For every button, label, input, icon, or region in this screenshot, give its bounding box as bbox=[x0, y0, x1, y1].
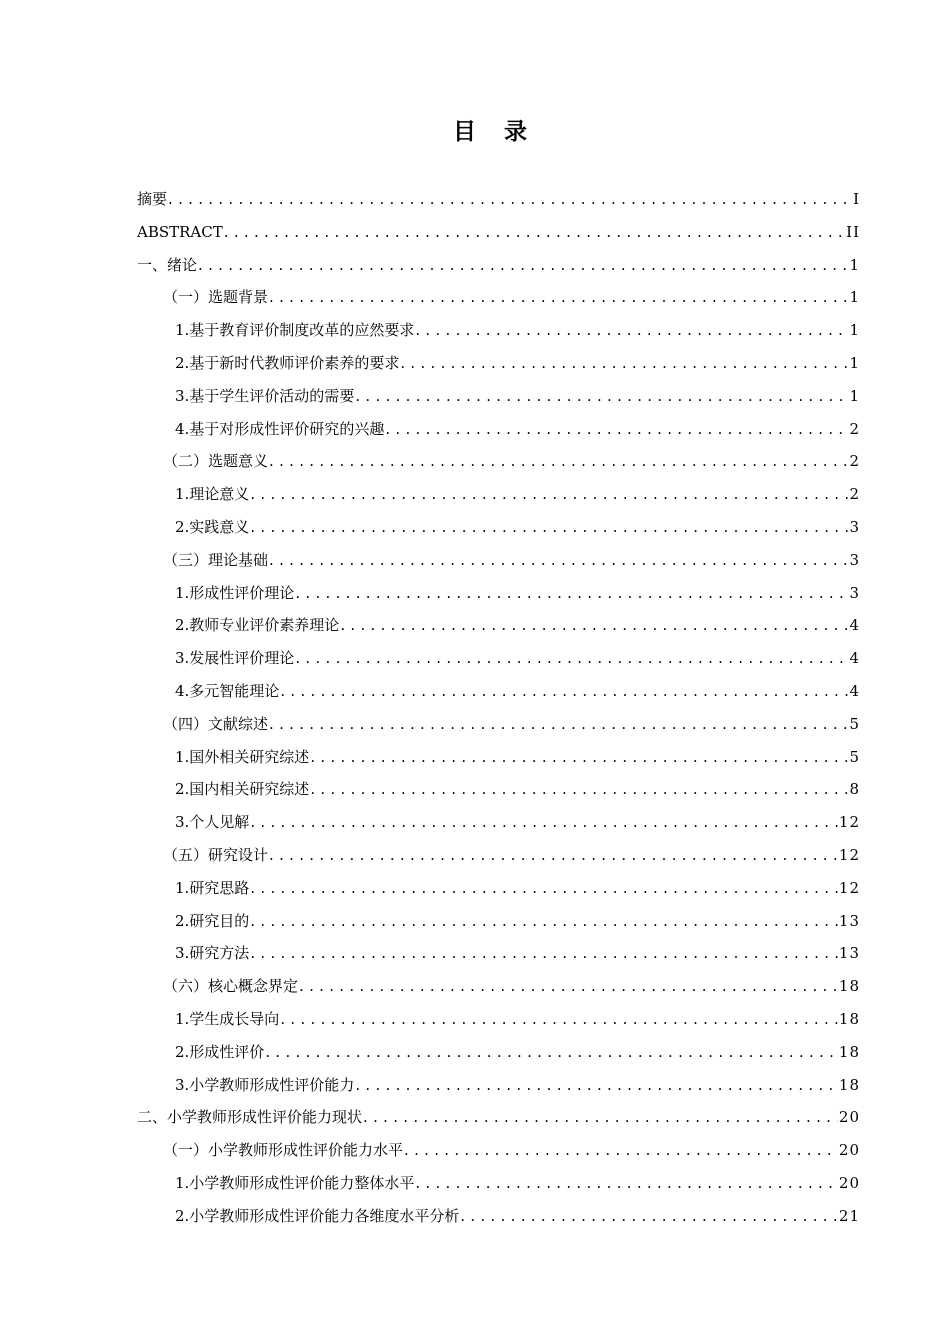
toc-entry[interactable] bbox=[137, 1167, 860, 1200]
toc-entry-page: 20 bbox=[838, 1141, 860, 1160]
toc-entry-label: 2.基于新时代教师评价素养的要求 bbox=[175, 353, 400, 372]
toc-entry[interactable] bbox=[137, 281, 860, 314]
toc-dot-leader bbox=[269, 708, 848, 741]
toc-entry-page: 13 bbox=[838, 911, 860, 930]
toc-dot-leader bbox=[340, 609, 848, 642]
toc-dot-leader bbox=[400, 347, 848, 380]
toc-entry-label: 3.研究方法 bbox=[175, 944, 250, 963]
toc-entry[interactable] bbox=[137, 445, 860, 478]
toc-dot-leader bbox=[385, 413, 848, 446]
toc-dot-leader bbox=[295, 577, 848, 610]
toc-entry[interactable] bbox=[137, 1003, 860, 1036]
toc-entry-page: 1 bbox=[849, 255, 860, 274]
toc-entry-page: 3 bbox=[849, 583, 860, 602]
toc-entry[interactable] bbox=[137, 380, 860, 413]
toc-entry-page: 13 bbox=[838, 944, 860, 963]
toc-entry-label: 3.个人见解 bbox=[175, 813, 250, 832]
toc-entry-label: （三）理论基础 bbox=[163, 550, 269, 569]
table-of-contents bbox=[137, 183, 860, 1233]
toc-entry-page: 2 bbox=[849, 452, 860, 471]
toc-entry[interactable] bbox=[137, 183, 860, 216]
toc-entry[interactable] bbox=[137, 1036, 860, 1069]
toc-entry[interactable] bbox=[137, 970, 860, 1003]
toc-entry-page: 18 bbox=[838, 977, 860, 996]
toc-dot-leader bbox=[299, 970, 838, 1003]
toc-entry-label: 2.教师专业评价素养理论 bbox=[175, 616, 340, 635]
toc-dot-leader bbox=[415, 314, 848, 347]
toc-entry[interactable] bbox=[137, 905, 860, 938]
toc-entry[interactable] bbox=[137, 314, 860, 347]
toc-entry[interactable] bbox=[137, 577, 860, 610]
toc-entry[interactable] bbox=[137, 806, 860, 839]
toc-entry[interactable] bbox=[137, 413, 860, 446]
toc-dot-leader bbox=[269, 544, 848, 577]
toc-entry-label: 4.基于对形成性评价研究的兴趣 bbox=[175, 419, 385, 438]
toc-entry-label: 1.基于教育评价制度改革的应然要求 bbox=[175, 321, 415, 340]
toc-dot-leader bbox=[269, 281, 848, 314]
toc-entry-label: （一）小学教师形成性评价能力水平 bbox=[163, 1141, 404, 1160]
toc-entry-label: 2.国内相关研究综述 bbox=[175, 780, 310, 799]
toc-entry-label: 一、绪论 bbox=[137, 255, 198, 274]
toc-dot-leader bbox=[269, 445, 848, 478]
toc-dot-leader bbox=[269, 839, 838, 872]
toc-dot-leader bbox=[250, 905, 838, 938]
page-title: 目 录 bbox=[452, 119, 537, 145]
toc-entry-label: （四）文献综述 bbox=[163, 714, 269, 733]
toc-dot-leader bbox=[250, 937, 838, 970]
toc-entry-page: 5 bbox=[849, 747, 860, 766]
toc-entry[interactable] bbox=[137, 347, 860, 380]
toc-entry-page: 21 bbox=[838, 1206, 860, 1225]
toc-dot-leader bbox=[404, 1134, 838, 1167]
toc-entry-label: 4.多元智能理论 bbox=[175, 681, 280, 700]
toc-entry-label: 二、小学教师形成性评价能力现状 bbox=[137, 1108, 363, 1127]
toc-entry-page: 4 bbox=[849, 649, 860, 668]
toc-dot-leader bbox=[198, 249, 848, 282]
toc-dot-leader bbox=[280, 675, 848, 708]
toc-dot-leader bbox=[310, 773, 848, 806]
toc-dot-leader bbox=[250, 511, 848, 544]
toc-entry-label: 1.小学教师形成性评价能力整体水平 bbox=[175, 1173, 415, 1192]
toc-dot-leader bbox=[250, 872, 838, 905]
toc-entry[interactable] bbox=[137, 773, 860, 806]
toc-dot-leader bbox=[250, 806, 838, 839]
toc-entry-page: 4 bbox=[849, 616, 860, 635]
toc-entry-page: 18 bbox=[838, 1009, 860, 1028]
toc-dot-leader bbox=[355, 380, 848, 413]
toc-dot-leader bbox=[363, 1101, 838, 1134]
toc-entry-label: （二）选题意义 bbox=[163, 452, 269, 471]
toc-dot-leader bbox=[280, 1003, 838, 1036]
toc-dot-leader bbox=[355, 1069, 838, 1102]
toc-entry-label: （六）核心概念界定 bbox=[163, 977, 299, 996]
toc-entry-label: （五）研究设计 bbox=[163, 845, 269, 864]
toc-entry-label: 1.国外相关研究综述 bbox=[175, 747, 310, 766]
toc-entry[interactable] bbox=[137, 511, 860, 544]
toc-entry-label: 1.学生成长导向 bbox=[175, 1009, 280, 1028]
toc-entry-page: 12 bbox=[838, 813, 860, 832]
toc-dot-leader bbox=[250, 478, 848, 511]
toc-dot-leader bbox=[265, 1036, 838, 1069]
toc-entry-label: ABSTRACT bbox=[137, 222, 223, 241]
toc-entry-page: 18 bbox=[838, 1075, 860, 1094]
toc-entry-page: 1 bbox=[849, 386, 860, 405]
toc-dot-leader bbox=[310, 741, 848, 774]
toc-entry-label: 2.实践意义 bbox=[175, 517, 250, 536]
toc-entry-label: 1.理论意义 bbox=[175, 485, 250, 504]
toc-entry[interactable] bbox=[137, 609, 860, 642]
toc-entry-page: 3 bbox=[849, 550, 860, 569]
toc-entry-label: 3.小学教师形成性评价能力 bbox=[175, 1075, 355, 1094]
toc-entry[interactable] bbox=[137, 741, 860, 774]
toc-dot-leader bbox=[168, 183, 852, 216]
toc-entry[interactable] bbox=[137, 1069, 860, 1102]
toc-entry-label: 2.研究目的 bbox=[175, 911, 250, 930]
toc-entry-label: 3.基于学生评价活动的需要 bbox=[175, 386, 355, 405]
toc-entry[interactable] bbox=[137, 478, 860, 511]
toc-entry-page: II bbox=[846, 222, 860, 241]
toc-entry-label: 1.研究思路 bbox=[175, 878, 250, 897]
toc-entry-page: 5 bbox=[849, 714, 860, 733]
toc-entry-page: 2 bbox=[849, 485, 860, 504]
toc-dot-leader bbox=[415, 1167, 838, 1200]
toc-entry-page: 12 bbox=[838, 845, 860, 864]
toc-entry[interactable] bbox=[137, 937, 860, 970]
toc-entry-label: （一）选题背景 bbox=[163, 288, 269, 307]
toc-entry[interactable] bbox=[137, 839, 860, 872]
toc-entry-page: 20 bbox=[838, 1173, 860, 1192]
toc-entry-page: I bbox=[853, 190, 860, 208]
toc-entry-label: 1.形成性评价理论 bbox=[175, 583, 295, 602]
toc-entry[interactable] bbox=[137, 1101, 860, 1134]
toc-entry[interactable] bbox=[137, 1200, 860, 1233]
toc-entry[interactable] bbox=[137, 216, 860, 249]
toc-entry-label: 2.小学教师形成性评价能力各维度水平分析 bbox=[175, 1206, 460, 1225]
toc-entry-page: 20 bbox=[838, 1108, 860, 1127]
toc-entry-label: 2.形成性评价 bbox=[175, 1042, 265, 1061]
toc-entry[interactable] bbox=[137, 249, 860, 282]
toc-entry-page: 3 bbox=[849, 517, 860, 536]
toc-entry-label: 摘要 bbox=[137, 190, 168, 208]
toc-dot-leader bbox=[224, 216, 845, 249]
toc-dot-leader bbox=[460, 1200, 838, 1233]
toc-entry-page: 1 bbox=[849, 321, 860, 340]
toc-entry[interactable] bbox=[137, 675, 860, 708]
toc-entry-page: 1 bbox=[849, 353, 860, 372]
toc-entry[interactable] bbox=[137, 642, 860, 675]
toc-entry[interactable] bbox=[137, 1134, 860, 1167]
toc-entry-page: 1 bbox=[849, 288, 860, 307]
toc-entry[interactable] bbox=[137, 708, 860, 741]
toc-entry-label: 3.发展性评价理论 bbox=[175, 649, 295, 668]
toc-entry-page: 18 bbox=[838, 1042, 860, 1061]
toc-entry-page: 4 bbox=[849, 681, 860, 700]
toc-entry-page: 2 bbox=[849, 419, 860, 438]
toc-entry[interactable] bbox=[137, 872, 860, 905]
toc-dot-leader bbox=[295, 642, 848, 675]
toc-entry[interactable] bbox=[137, 544, 860, 577]
toc-entry-page: 12 bbox=[838, 878, 860, 897]
toc-entry-page: 8 bbox=[849, 780, 860, 799]
